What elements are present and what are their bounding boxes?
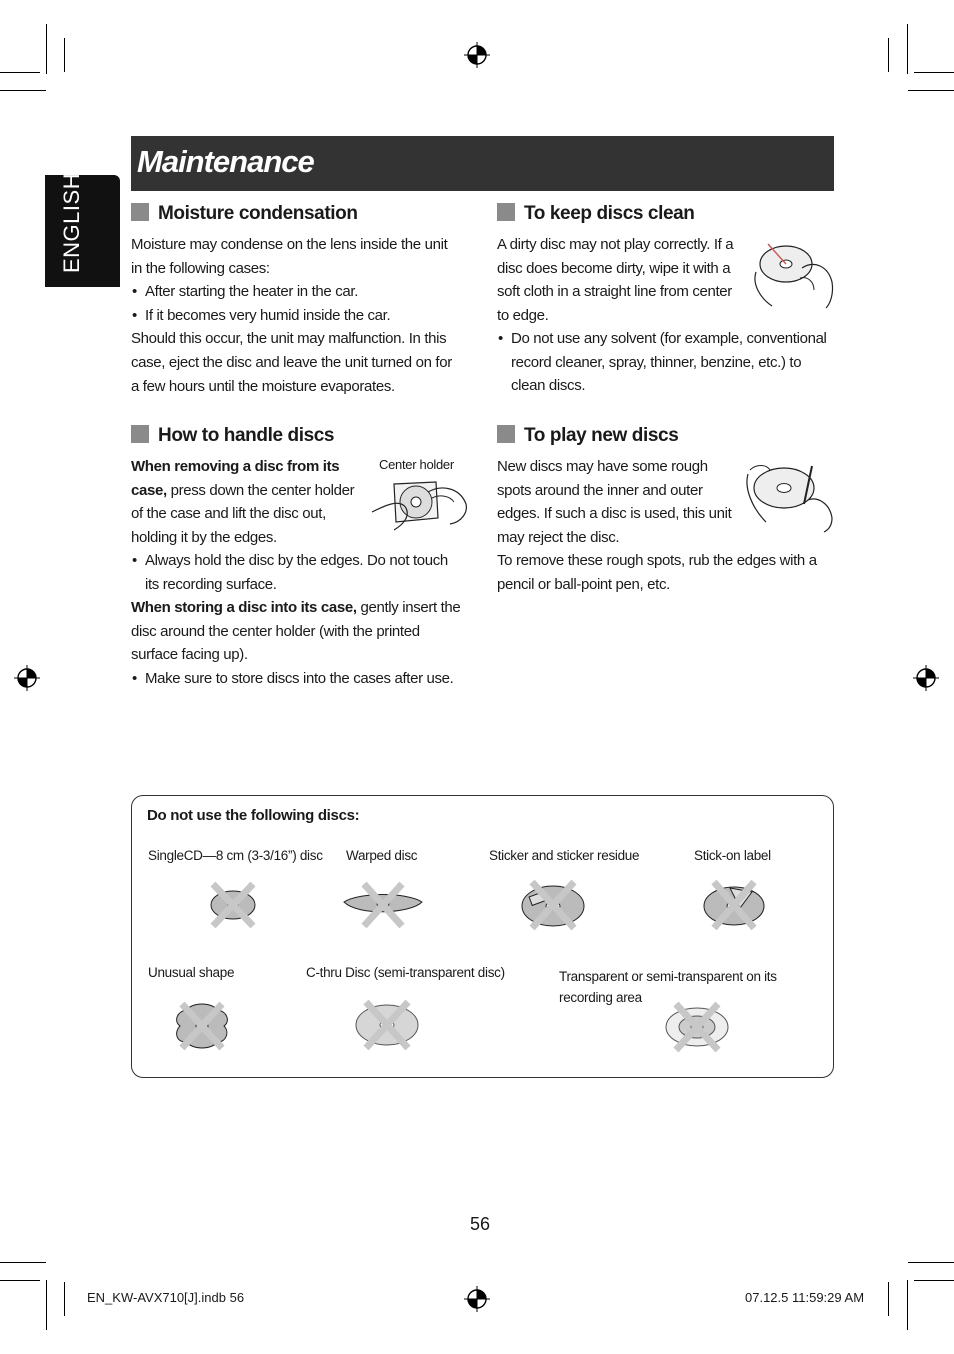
handle-body	[131, 549, 463, 691]
registration-mark-icon	[14, 665, 40, 691]
section-square-icon	[131, 203, 149, 221]
moisture-intro: Moisture may condense on the lens inside the unit in the following cases:	[131, 236, 448, 277]
small-disc-crossed-icon	[207, 880, 259, 930]
handle-heading-text: How to handle discs	[158, 425, 335, 446]
crop-mark	[907, 24, 908, 74]
crop-mark	[914, 72, 954, 73]
disc-cleaning-illustration	[752, 238, 836, 310]
page-number: 56	[470, 1214, 491, 1234]
newdiscs-text2: To remove these rough spots, rub the edges with a pencil or ball-point pen, etc.	[497, 552, 817, 593]
page-title: Maintenance	[137, 144, 314, 179]
label-disc-crossed-icon	[700, 878, 768, 932]
footer-left: EN_KW-AVX710[J].indb 56	[87, 1290, 245, 1305]
clean-heading-text: To keep discs clean	[524, 203, 695, 224]
handle-store-bold: When storing a disc into its case,	[131, 599, 357, 617]
crop-mark	[914, 1280, 954, 1281]
warped-disc-crossed-icon	[340, 880, 426, 930]
center-holder-label: Center holder	[379, 457, 454, 472]
disc-label: SingleCD—8 cm (3-3/16”) disc	[148, 848, 323, 863]
crop-mark	[46, 24, 47, 74]
language-tab-label: ENGLISH	[59, 172, 84, 273]
crop-mark	[0, 1280, 40, 1281]
newdiscs-heading-text: To play new discs	[524, 425, 679, 446]
handle-bullet: • Always hold the disc by the edges. Do not touch its recording surface.	[131, 549, 463, 596]
disc-label: Unusual shape	[148, 965, 235, 980]
clean-text: A dirty disc may not play correctly. If a disc does become dirty, wipe it with a soft cloth in a straight line from center to edge.	[497, 236, 734, 324]
crop-mark	[908, 90, 954, 91]
moisture-bullet: • After starting the heater in the car.	[131, 280, 461, 304]
crop-mark	[908, 1262, 954, 1263]
newdiscs-heading	[497, 425, 678, 447]
newdiscs-text1: New discs may have some rough spots around the inner and outer edges. If such a disc is used, this unit may reject the disc.	[497, 458, 732, 546]
registration-mark-icon	[464, 42, 490, 68]
section-square-icon	[131, 425, 149, 443]
moisture-bullet: • If it becomes very humid inside the car.	[131, 304, 461, 328]
crop-mark	[0, 90, 46, 91]
footer-right: 07.12.5 11:59:29 AM	[745, 1290, 865, 1305]
moisture-heading	[131, 203, 358, 225]
handle-remove-text: press down the center holder of the case and lift the disc out, holding it by the edges.	[131, 481, 355, 546]
disc-label: Transparent or semi-transparent on its recording area	[559, 969, 777, 1005]
moisture-body	[131, 233, 461, 398]
clean-bullet-wrap	[497, 327, 832, 398]
moisture-heading-text: Moisture condensation	[158, 203, 358, 224]
section-square-icon	[497, 203, 515, 221]
crop-mark	[0, 1262, 46, 1263]
crop-mark	[0, 72, 40, 73]
title-bar	[131, 136, 834, 191]
unusual-shape-disc-crossed-icon	[172, 1000, 232, 1052]
clean-bullet: • Do not use any solvent (for example, conventional record cleaner, spray, thinner, benzine, etc.) to clean discs.	[497, 327, 832, 398]
do-not-use-heading: Do not use the following discs:	[147, 807, 360, 824]
crop-mark	[888, 1282, 889, 1316]
handle-bullet: • Make sure to store discs into the cases after use.	[131, 667, 463, 691]
transparent-disc-crossed-icon	[662, 1000, 732, 1054]
clean-heading	[497, 203, 695, 225]
handle-remove	[131, 455, 369, 549]
crop-mark	[64, 1282, 65, 1316]
disc-label: Warped disc	[346, 848, 418, 863]
crop-mark	[907, 1280, 908, 1330]
section-square-icon	[497, 425, 515, 443]
crop-mark	[46, 1280, 47, 1330]
disc-label: Stick-on label	[694, 848, 771, 863]
crop-mark	[888, 38, 889, 72]
disc-label: C-thru Disc (semi-transparent disc)	[306, 965, 505, 980]
crop-mark	[64, 38, 65, 72]
language-tab	[45, 172, 120, 287]
registration-mark-icon	[464, 1286, 490, 1312]
disc-label: Sticker and sticker residue	[489, 848, 640, 863]
moisture-outro: Should this occur, the unit may malfunction. In this case, eject the disc and leave the unit turned on for a few hours until the moisture evaporates.	[131, 330, 452, 395]
handle-remove-bold: When removing a disc from its case,	[131, 458, 340, 499]
disc-case-hand-illustration	[370, 478, 470, 538]
registration-mark-icon	[913, 665, 939, 691]
disc-pencil-illustration	[742, 460, 836, 532]
cthru-disc-crossed-icon	[352, 998, 422, 1052]
handle-store-text: gently insert the disc around the center holder (with the printed surface facing up).	[131, 599, 461, 664]
sticker-disc-crossed-icon	[518, 878, 588, 932]
handle-heading	[131, 425, 334, 447]
